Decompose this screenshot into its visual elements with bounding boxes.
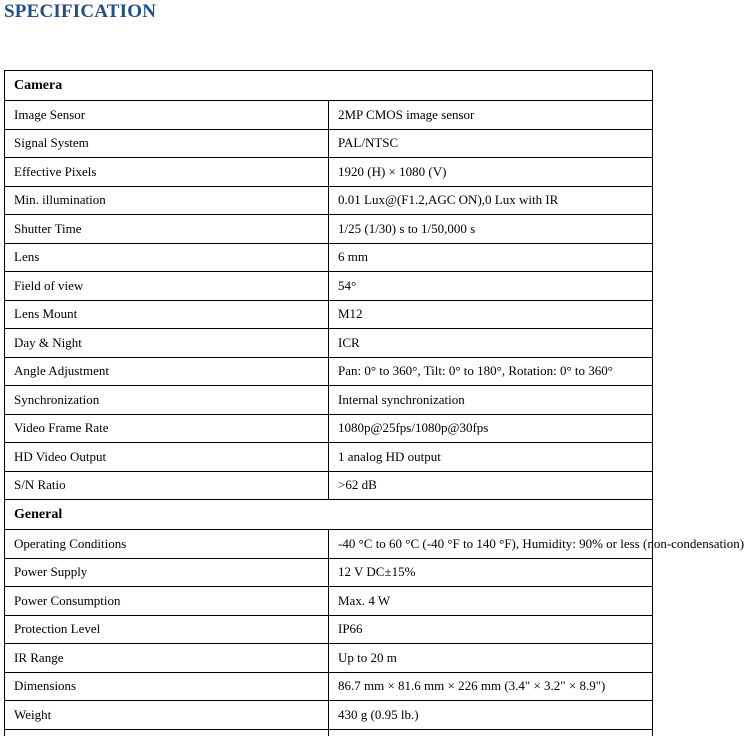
table-row (5, 300, 653, 329)
spec-value: PAL/NTSC (329, 129, 653, 158)
table-row (5, 443, 653, 472)
spec-value: 1/25 (1/30) s to 1/50,000 s (329, 215, 653, 244)
spec-label: Angle Adjustment (5, 357, 329, 386)
table-row-continuation (5, 729, 653, 736)
spec-value: 54° (329, 272, 653, 301)
table-row (5, 329, 653, 358)
spec-label: Signal System (5, 129, 329, 158)
spec-value: 1920 (H) × 1080 (V) (329, 158, 653, 187)
table-row (5, 644, 653, 673)
table-row (5, 471, 653, 500)
spec-label: Power Consumption (5, 587, 329, 616)
table-row (5, 101, 653, 130)
spec-label: Synchronization (5, 386, 329, 415)
spec-label: HD Video Output (5, 443, 329, 472)
table-row (5, 357, 653, 386)
table-row (5, 414, 653, 443)
spec-label: Min. illumination (5, 186, 329, 215)
specification-table (4, 70, 744, 736)
spec-label: Effective Pixels (5, 158, 329, 187)
table-row (5, 530, 653, 559)
spec-value: Up to 20 m (329, 644, 653, 673)
table-row (5, 615, 653, 644)
section-heading: General (5, 500, 653, 530)
spec-value: 1 analog HD output (329, 443, 653, 472)
spec-value: 6 mm (329, 243, 653, 272)
spec-label: IR Range (5, 644, 329, 673)
spec-value: Internal synchronization (329, 386, 653, 415)
table-row (5, 243, 653, 272)
table-row (5, 558, 653, 587)
spec-label: Day & Night (5, 329, 329, 358)
spec-value: -40 °C to 60 °C (-40 °F to 140 °F), Humidity: 90% or less (non-condensation) (329, 530, 653, 559)
spec-label: Lens (5, 243, 329, 272)
spec-label: Lens Mount (5, 300, 329, 329)
spec-value: 2MP CMOS image sensor (329, 101, 653, 130)
spec-label: Operating Conditions (5, 530, 329, 559)
spec-label: Dimensions (5, 672, 329, 701)
spec-label: Power Supply (5, 558, 329, 587)
spec-value: 0.01 Lux@(F1.2,AGC ON),0 Lux with IR (329, 186, 653, 215)
table-row (5, 672, 653, 701)
section-heading: Camera (5, 71, 653, 101)
spec-value: 1080p@25fps/1080p@30fps (329, 414, 653, 443)
spec-label: Protection Level (5, 615, 329, 644)
table-row (5, 272, 653, 301)
page-title: SPECIFICATION (4, 1, 157, 22)
table-row (5, 129, 653, 158)
table-row (5, 386, 653, 415)
spec-value: ICR (329, 329, 653, 358)
spec-value: 86.7 mm × 81.6 mm × 226 mm (3.4" × 3.2" × 8.9") (329, 672, 653, 701)
spec-label: Weight (5, 701, 329, 730)
spec-label: Video Frame Rate (5, 414, 329, 443)
section-header-general (5, 500, 653, 530)
spec-label: S/N Ratio (5, 471, 329, 500)
table-row (5, 701, 653, 730)
spec-label: Field of view (5, 272, 329, 301)
table-row (5, 186, 653, 215)
spec-value: IP66 (329, 615, 653, 644)
spec-value: >62 dB (329, 471, 653, 500)
table-row (5, 158, 653, 187)
spec-value: Max. 4 W (329, 587, 653, 616)
spec-label: Image Sensor (5, 101, 329, 130)
section-header-camera (5, 71, 653, 101)
spec-value: 430 g (0.95 lb.) (329, 701, 653, 730)
spec-value: M12 (329, 300, 653, 329)
table-row (5, 587, 653, 616)
table-row (5, 215, 653, 244)
spec-value: 12 V DC±15% (329, 558, 653, 587)
spec-value: Pan: 0° to 360°, Tilt: 0° to 180°, Rotation: 0° to 360° (329, 357, 653, 386)
spec-label: Shutter Time (5, 215, 329, 244)
